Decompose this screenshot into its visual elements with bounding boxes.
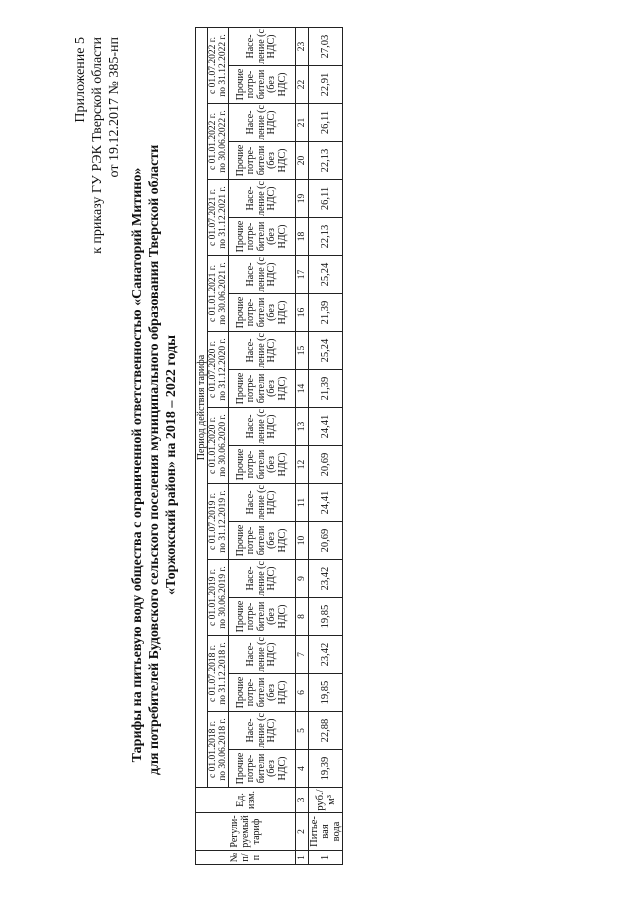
period-cell (208, 256, 229, 332)
column-index-cell: 12 (296, 446, 309, 484)
column-index-cell: 10 (296, 522, 309, 560)
row-number: 1 (309, 851, 343, 865)
subheader-other-consumers: Прочие потре-бители (без НДС) (229, 674, 296, 712)
subheader-population: Насе-ление (с НДС) (229, 180, 296, 218)
title-line-2: для потребителей Будовского сельского поселения муниципального образования Тверской области (147, 144, 162, 775)
column-index-cell: 4 (296, 750, 309, 788)
column-index-cell: 1 (296, 851, 309, 865)
column-index-cell: 14 (296, 370, 309, 408)
tariff-value-cell: 19,85 (309, 674, 343, 712)
subheader-population: Насе-ление (с НДС) (229, 712, 296, 750)
tariff-value-cell: 23,42 (309, 636, 343, 674)
period-to: по 31.12.2022 г. (218, 34, 228, 97)
tariff-value-cell: 26,11 (309, 104, 343, 142)
tariff-table (195, 27, 343, 865)
subheader-population: Насе-ление (с НДС) (229, 560, 296, 598)
tariff-value-cell: 22,91 (309, 66, 343, 104)
subheader-other-consumers: Прочие потре-бители (без НДС) (229, 370, 296, 408)
column-index-cell: 15 (296, 332, 309, 370)
period-cell (208, 104, 229, 180)
period-to: по 31.12.2018 г. (218, 642, 228, 705)
period-cell (208, 712, 229, 788)
period-cell (208, 408, 229, 484)
period-from: с 01.07.2018 г. (208, 645, 218, 702)
period-from: с 01.01.2020 г. (208, 417, 218, 474)
tariff-value-cell: 27,03 (309, 28, 343, 66)
period-cell (208, 332, 229, 408)
column-index-cell: 9 (296, 560, 309, 598)
subheader-row (229, 28, 296, 865)
appendix-line-1: Приложение 5 (73, 37, 88, 123)
subheader-population: Насе-ление (с НДС) (229, 332, 296, 370)
subheader-other-consumers: Прочие потре-бители (без НДС) (229, 598, 296, 636)
column-index-cell: 16 (296, 294, 309, 332)
tariff-value-cell: 22,13 (309, 142, 343, 180)
column-index-cell: 5 (296, 712, 309, 750)
period-from: с 01.01.2019 г. (208, 569, 218, 626)
tariff-value-cell: 25,24 (309, 332, 343, 370)
period-row (208, 28, 229, 865)
period-from: с 01.07.2020 г. (208, 341, 218, 398)
column-index-cell: 8 (296, 598, 309, 636)
subheader-other-consumers: Прочие потре-бители (без НДС) (229, 218, 296, 256)
row-name: Питье-вая вода (309, 813, 343, 851)
period-from: с 01.07.2021 г. (208, 189, 218, 246)
tariff-value-cell: 20,69 (309, 522, 343, 560)
period-from: с 01.01.2018 г. (208, 721, 218, 778)
subheader-other-consumers: Прочие потре-бители (без НДС) (229, 142, 296, 180)
column-index-cell: 6 (296, 674, 309, 712)
tariff-value-cell: 22,88 (309, 712, 343, 750)
row-unit: руб./м³ (309, 788, 343, 813)
header-number: № п/ п (196, 851, 296, 865)
column-index-cell: 22 (296, 66, 309, 104)
subheader-other-consumers: Прочие потре-бители (без НДС) (229, 750, 296, 788)
period-to: по 30.06.2020 г. (218, 414, 228, 477)
subheader-population: Насе-ление (с НДС) (229, 28, 296, 66)
subheader-population: Насе-ление (с НДС) (229, 408, 296, 446)
column-index-cell: 19 (296, 180, 309, 218)
title-line-1: Тарифы на питьевую воду общества с ограниченной ответственностью «Санаторий Митино» (130, 167, 145, 763)
period-cell (208, 180, 229, 256)
subheader-other-consumers: Прочие потре-бители (без НДС) (229, 66, 296, 104)
period-cell (208, 636, 229, 712)
appendix-note (72, 37, 123, 254)
tariff-value-cell: 26,11 (309, 180, 343, 218)
header-unit: Ед. изм. (196, 788, 296, 813)
index-row (296, 28, 309, 865)
subheader-population: Насе-ление (с НДС) (229, 256, 296, 294)
column-index-cell: 7 (296, 636, 309, 674)
column-index-cell: 17 (296, 256, 309, 294)
period-to: по 30.06.2019 г. (218, 566, 228, 629)
header-regulated-tariff: Регули-руемый тариф (196, 813, 296, 851)
tariff-value-cell: 19,85 (309, 598, 343, 636)
period-cell (208, 560, 229, 636)
tariff-value-cell: 21,39 (309, 370, 343, 408)
period-to: по 31.12.2020 г. (218, 338, 228, 401)
column-index-cell: 23 (296, 28, 309, 66)
period-from: с 01.07.2022 г. (208, 37, 218, 94)
period-from: с 01.01.2022 г. (208, 113, 218, 170)
subheader-other-consumers: Прочие потре-бители (без НДС) (229, 294, 296, 332)
period-to: по 31.12.2021 г. (218, 186, 228, 249)
column-index-cell: 20 (296, 142, 309, 180)
tariff-value-cell: 21,39 (309, 294, 343, 332)
column-index-cell: 13 (296, 408, 309, 446)
tariff-value-cell: 25,24 (309, 256, 343, 294)
column-index-cell: 3 (296, 788, 309, 813)
period-cell (208, 484, 229, 560)
table-row (309, 28, 343, 865)
tariff-value-cell: 23,42 (309, 560, 343, 598)
period-from: с 01.07.2019 г. (208, 493, 218, 550)
period-from: с 01.01.2021 г. (208, 265, 218, 322)
subheader-other-consumers: Прочие потре-бители (без НДС) (229, 446, 296, 484)
subheader-population: Насе-ление (с НДС) (229, 636, 296, 674)
subheader-population: Насе-ление (с НДС) (229, 484, 296, 522)
appendix-line-2: к приказу ГУ РЭК Тверской области (90, 37, 105, 254)
header-period: Период действия тарифа (196, 28, 208, 788)
column-index-cell: 18 (296, 218, 309, 256)
period-cell (208, 28, 229, 104)
tariff-value-cell: 24,41 (309, 484, 343, 522)
tariff-value-cell: 19,39 (309, 750, 343, 788)
column-index-cell: 21 (296, 104, 309, 142)
period-to: по 30.06.2022 г. (218, 110, 228, 173)
column-index-cell: 11 (296, 484, 309, 522)
column-index-cell: 2 (296, 813, 309, 851)
appendix-line-3: от 19.12.2017 № 385-нп (107, 37, 122, 178)
period-to: по 30.06.2021 г. (218, 262, 228, 325)
subheader-other-consumers: Прочие потре-бители (без НДС) (229, 522, 296, 560)
title-line-3: «Торжокский район» на 2018 – 2022 годы (164, 334, 179, 596)
period-to: по 30.06.2018 г. (218, 718, 228, 781)
tariff-value-cell: 22,13 (309, 218, 343, 256)
period-to: по 31.12.2019 г. (218, 490, 228, 553)
document-title (129, 144, 180, 775)
subheader-population: Насе-ление (с НДС) (229, 104, 296, 142)
tariff-value-cell: 24,41 (309, 408, 343, 446)
tariff-value-cell: 20,69 (309, 446, 343, 484)
